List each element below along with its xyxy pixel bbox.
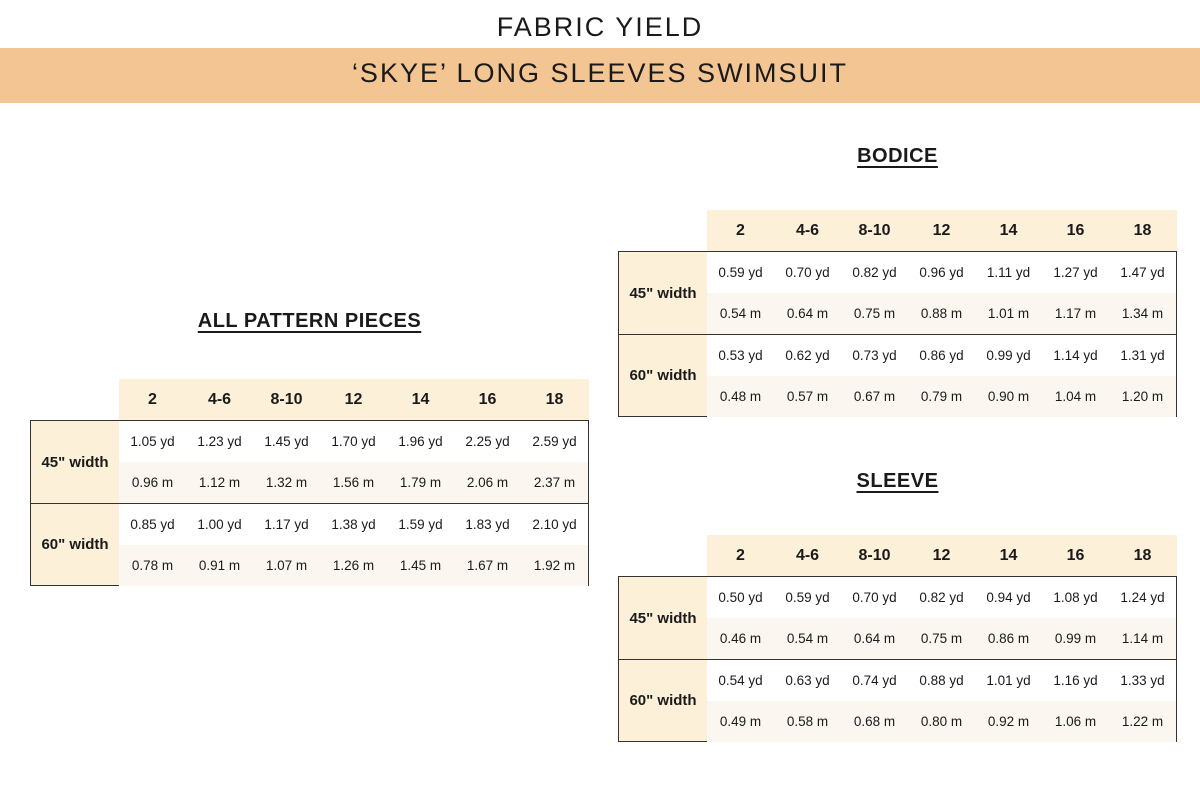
yield-cell: 0.64 m (786, 306, 829, 321)
yield-cell: 0.46 m (719, 631, 762, 646)
yield-cell: 0.99 m (1054, 631, 1097, 646)
yield-cell: 1.83 yd (465, 517, 510, 532)
size-header-cell: 14 (411, 391, 430, 408)
yield-cell: 0.54 m (786, 631, 829, 646)
yield-cell: 0.68 m (853, 714, 896, 729)
size-header-cell: 12 (932, 547, 951, 564)
yield-cell: 0.54 m (719, 306, 762, 321)
yield-cell: 0.94 yd (986, 590, 1031, 605)
size-header-cell: 4-6 (207, 391, 232, 408)
yield-cell: 0.50 yd (718, 590, 763, 605)
yield-cell: 1.45 m (399, 558, 442, 573)
yield-cell: 1.08 yd (1053, 590, 1098, 605)
yield-cell: 1.92 m (533, 558, 576, 573)
product-name: ‘SKYE’ LONG SLEEVES SWIMSUIT (351, 58, 849, 88)
yield-cell: 1.38 yd (331, 517, 376, 532)
meter-row (707, 701, 1176, 742)
yield-cell: 0.53 yd (718, 348, 763, 363)
yield-cell: 2.59 yd (532, 434, 577, 449)
yield-cell: 1.12 m (198, 475, 241, 490)
yard-row (119, 504, 588, 545)
yield-cell: 0.91 m (198, 558, 241, 573)
width-label: 45" width (31, 421, 119, 503)
width-group-60 (31, 503, 588, 585)
yield-cell: 0.96 m (131, 475, 174, 490)
yield-cell: 0.59 yd (718, 265, 763, 280)
yield-cell: 1.34 m (1121, 306, 1164, 321)
yield-cell: 0.82 yd (852, 265, 897, 280)
width-label: 45" width (619, 252, 707, 334)
yield-cell: 1.79 m (399, 475, 442, 490)
size-header-row (707, 210, 1177, 251)
yield-cell: 1.14 yd (1053, 348, 1098, 363)
section-title: ALL PATTERN PIECES (197, 310, 422, 332)
yield-cell: 1.07 m (265, 558, 308, 573)
yield-cell: 1.31 yd (1120, 348, 1165, 363)
width-label: 45" width (619, 577, 707, 659)
size-header-cell: 8-10 (270, 391, 303, 408)
yield-cell: 0.86 yd (919, 348, 964, 363)
yard-row (707, 252, 1176, 293)
width-label: 60" width (619, 660, 707, 741)
size-header-cell: 18 (1133, 222, 1152, 239)
yield-cell: 0.54 yd (718, 673, 763, 688)
size-header-cell: 14 (999, 547, 1018, 564)
yield-cell: 1.32 m (265, 475, 308, 490)
yard-row (707, 577, 1176, 618)
yield-cell: 1.56 m (332, 475, 375, 490)
meter-row (707, 293, 1176, 334)
yield-cell: 1.67 m (466, 558, 509, 573)
size-header-cell: 8-10 (858, 222, 891, 239)
size-header-cell: 16 (478, 391, 497, 408)
size-header-cell: 12 (932, 222, 951, 239)
yield-cell: 1.11 yd (986, 265, 1031, 280)
yard-row (707, 660, 1176, 701)
yield-table (30, 420, 589, 586)
yield-cell: 1.70 yd (331, 434, 376, 449)
yield-cell: 0.57 m (786, 389, 829, 404)
meter-row (707, 618, 1176, 659)
yield-cell: 0.90 m (987, 389, 1030, 404)
yield-cell: 1.16 yd (1053, 673, 1098, 688)
yield-cell: 1.06 m (1054, 714, 1097, 729)
yield-cell: 0.88 yd (919, 673, 964, 688)
yield-cell: 1.59 yd (398, 517, 443, 532)
yield-cell: 1.45 yd (264, 434, 309, 449)
yield-cell: 0.80 m (920, 714, 963, 729)
size-header-cell: 16 (1066, 547, 1085, 564)
yield-cell: 0.79 m (920, 389, 963, 404)
meter-row (707, 376, 1176, 417)
size-header-cell: 2 (148, 391, 157, 408)
yield-cell: 0.67 m (853, 389, 896, 404)
yield-cell: 1.01 yd (986, 673, 1031, 688)
width-group-45 (31, 421, 588, 503)
yield-table (618, 251, 1177, 417)
yield-cell: 1.27 yd (1053, 265, 1098, 280)
yield-cell: 0.59 yd (785, 590, 830, 605)
yield-cell: 0.99 yd (986, 348, 1031, 363)
width-group-45 (619, 252, 1176, 334)
size-header-cell: 8-10 (858, 547, 891, 564)
yield-cell: 1.96 yd (398, 434, 443, 449)
yield-table (618, 576, 1177, 742)
yield-cell: 0.62 yd (785, 348, 830, 363)
yield-cell: 1.33 yd (1120, 673, 1165, 688)
yield-cell: 0.70 yd (785, 265, 830, 280)
yield-cell: 2.25 yd (465, 434, 510, 449)
yield-cell: 1.04 m (1054, 389, 1097, 404)
yield-cell: 0.82 yd (919, 590, 964, 605)
yield-cell: 1.24 yd (1120, 590, 1165, 605)
title-banner (0, 48, 1200, 103)
yield-cell: 0.92 m (987, 714, 1030, 729)
yield-cell: 0.58 m (786, 714, 829, 729)
yard-row (707, 335, 1176, 376)
size-header-cell: 4-6 (795, 547, 820, 564)
section-title: BODICE (857, 145, 938, 167)
yield-cell: 1.20 m (1121, 389, 1164, 404)
yield-cell: 0.70 yd (852, 590, 897, 605)
size-header-cell: 18 (545, 391, 564, 408)
yield-cell: 1.01 m (987, 306, 1030, 321)
size-header-row (707, 535, 1177, 576)
yield-cell: 0.64 m (853, 631, 896, 646)
yield-cell: 0.85 yd (130, 517, 175, 532)
yield-cell: 2.37 m (533, 475, 576, 490)
width-group-60 (619, 659, 1176, 741)
yield-cell: 1.17 yd (264, 517, 309, 532)
width-label: 60" width (619, 335, 707, 416)
size-header-cell: 16 (1066, 222, 1085, 239)
yield-cell: 0.88 m (920, 306, 963, 321)
yield-cell: 1.23 yd (197, 434, 242, 449)
size-header-cell: 4-6 (795, 222, 820, 239)
yield-cell: 0.96 yd (919, 265, 964, 280)
meter-row (119, 462, 588, 503)
yield-cell: 1.14 m (1121, 631, 1164, 646)
yield-cell: 1.17 m (1054, 306, 1097, 321)
yield-cell: 1.00 yd (197, 517, 242, 532)
page-title: FABRIC YIELD (496, 12, 704, 42)
yield-cell: 0.74 yd (852, 673, 897, 688)
size-header-row (119, 379, 589, 420)
size-header-cell: 18 (1133, 547, 1152, 564)
yield-cell: 0.75 m (920, 631, 963, 646)
width-group-45 (619, 577, 1176, 659)
yield-cell: 0.86 m (987, 631, 1030, 646)
yield-cell: 0.73 yd (852, 348, 897, 363)
section-title: SLEEVE (856, 470, 939, 492)
yield-cell: 1.22 m (1121, 714, 1164, 729)
width-group-60 (619, 334, 1176, 416)
yield-cell: 1.26 m (332, 558, 375, 573)
yield-cell: 1.47 yd (1120, 265, 1165, 280)
yard-row (119, 421, 588, 462)
yield-cell: 1.05 yd (130, 434, 175, 449)
meter-row (119, 545, 588, 586)
size-header-cell: 2 (736, 222, 745, 239)
size-header-cell: 2 (736, 547, 745, 564)
yield-cell: 0.63 yd (785, 673, 830, 688)
yield-cell: 0.75 m (853, 306, 896, 321)
width-label: 60" width (31, 504, 119, 585)
size-header-cell: 14 (999, 222, 1018, 239)
yield-cell: 0.49 m (719, 714, 762, 729)
yield-cell: 0.78 m (131, 558, 174, 573)
yield-cell: 2.10 yd (532, 517, 577, 532)
yield-cell: 0.48 m (719, 389, 762, 404)
yield-cell: 2.06 m (466, 475, 509, 490)
size-header-cell: 12 (344, 391, 363, 408)
